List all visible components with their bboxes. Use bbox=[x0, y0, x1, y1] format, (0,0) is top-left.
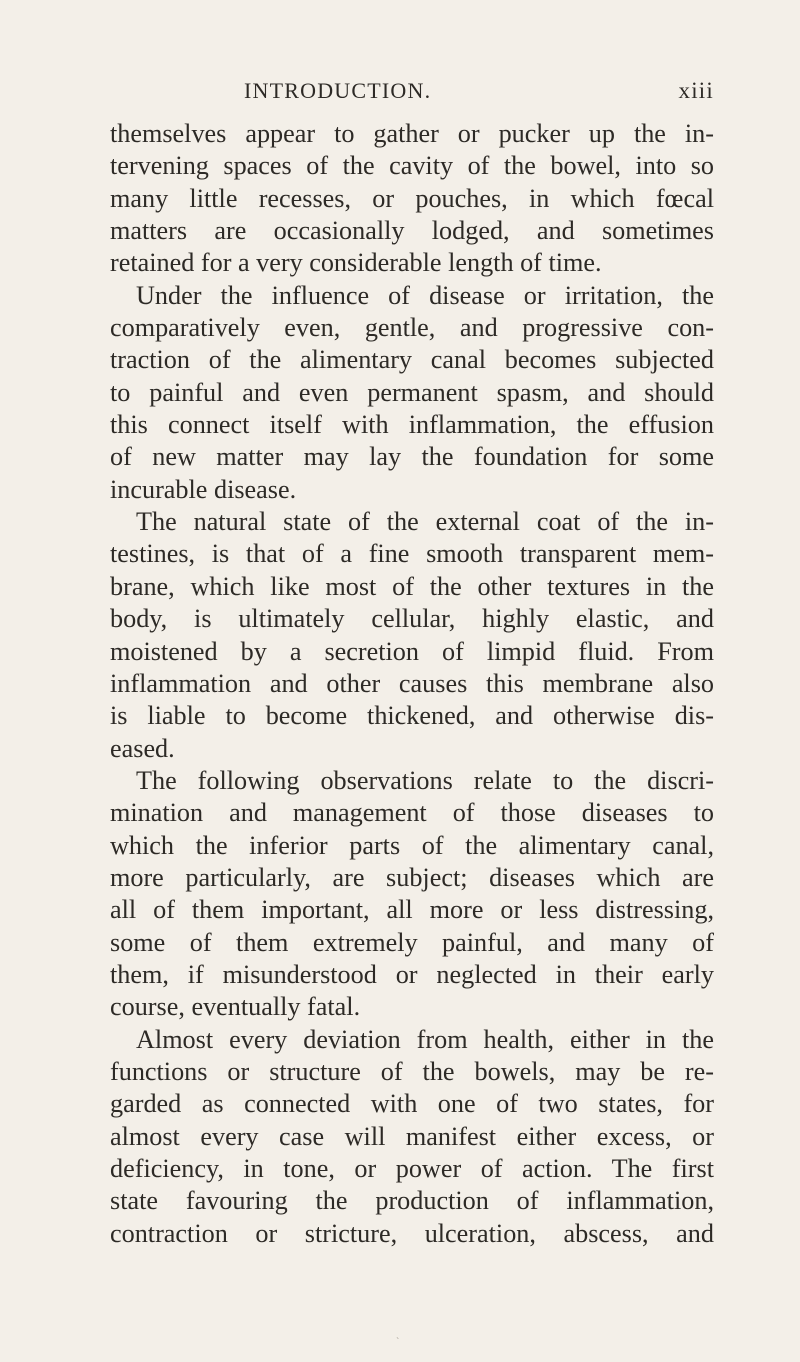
text-line: deficiency, in tone, or power of action. The first bbox=[110, 1154, 714, 1183]
text-line: this connect itself with inflammation, the effusion bbox=[110, 410, 714, 440]
text-line: garded as connected with one of two states, for bbox=[110, 1089, 714, 1119]
text-line: testines, is that of a fine smooth transparent mem- bbox=[110, 539, 714, 569]
text-line: functions or structure of the bowels, may be re- bbox=[110, 1056, 714, 1086]
text-line: which the inferior parts of the alimentary canal, bbox=[110, 830, 714, 860]
text-line: course, eventually fatal. bbox=[110, 992, 361, 1022]
text-line: traction of the alimentary canal becomes subjected bbox=[110, 345, 714, 375]
text-line: them, if misunderstood or neglected in their early bbox=[110, 959, 714, 989]
text-line: moistened by a secretion of limpid fluid. From bbox=[110, 636, 714, 666]
text-line: Under the influence of disease or irritation, the bbox=[136, 280, 714, 310]
text-line: many little recesses, or pouches, in which fœcal bbox=[110, 183, 714, 213]
text-line: retained for a very considerable length of time. bbox=[110, 248, 602, 278]
text-line: to painful and even permanent spasm, and should bbox=[110, 377, 714, 407]
text-line: mination and management of those diseases to bbox=[110, 798, 714, 828]
text-line: contraction or stricture, ulceration, abscess, and bbox=[110, 1218, 714, 1248]
text-line: of new matter may lay the foundation for some bbox=[110, 442, 714, 472]
running-head bbox=[244, 78, 714, 108]
text-line: brane, which like most of the other textures in the bbox=[110, 571, 714, 601]
text-line: is liable to become thickened, and otherwise dis- bbox=[110, 701, 714, 731]
text-line: matters are occasionally lodged, and sometimes bbox=[110, 216, 714, 246]
text-line: almost every case will manifest either excess, or bbox=[110, 1121, 714, 1151]
gutter-mark: ˋ bbox=[396, 1337, 400, 1348]
text-line: all of them important, all more or less distressing, bbox=[110, 895, 714, 925]
text-line: inflammation and other causes this membrane also bbox=[110, 668, 714, 698]
text-line: comparatively even, gentle, and progressive con- bbox=[110, 313, 714, 343]
text-line: Almost every deviation from health, either in the bbox=[136, 1024, 714, 1054]
text-line: The following observations relate to the discri- bbox=[136, 765, 714, 795]
text-line: tervening spaces of the cavity of the bowel, into so bbox=[110, 151, 714, 181]
text-line: body, is ultimately cellular, highly elastic, and bbox=[110, 604, 714, 634]
running-title: INTRODUCTION. bbox=[244, 78, 432, 103]
text-line: themselves appear to gather or pucker up the in- bbox=[110, 119, 714, 148]
text-line: The natural state of the external coat of the in- bbox=[136, 507, 714, 537]
body-text bbox=[110, 118, 714, 1250]
text-line: eased. bbox=[110, 733, 175, 763]
text-line: more particularly, are subject; diseases which are bbox=[110, 862, 714, 892]
text-line: incurable disease. bbox=[110, 474, 297, 504]
text-line: state favouring the production of inflammation, bbox=[110, 1186, 714, 1216]
page-number: xiii bbox=[678, 78, 714, 103]
text-line: some of them extremely painful, and many of bbox=[110, 927, 714, 957]
